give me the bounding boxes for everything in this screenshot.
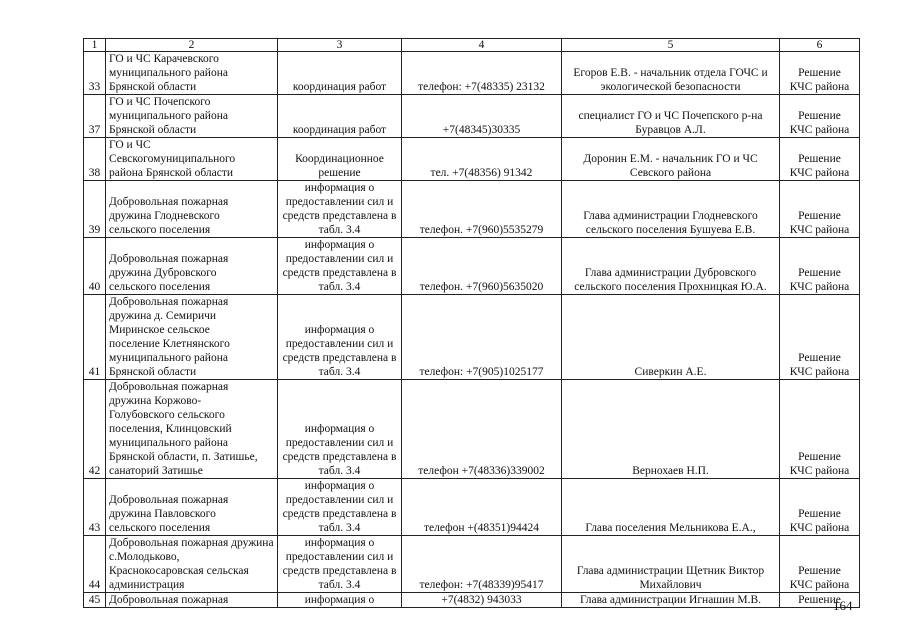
responsible-person: Глава администрации Щетник Виктор Михайлович <box>562 536 780 593</box>
organization-name: Добровольная пожарная дружина д. Семиричи Миринское сельское поселение Клетнянского муниципального района Брянской области <box>106 295 278 380</box>
contact-cell: телефон. +7(960)5635020 <box>402 238 562 295</box>
task-cell: Координационное решение <box>278 138 402 181</box>
column-header: 2 <box>106 39 278 52</box>
basis-cell: Решение КЧС района <box>780 138 860 181</box>
responsible-person: Глава администрации Игнашин М.В. <box>562 593 780 608</box>
contact-cell: телефон: +7(905)1025177 <box>402 295 562 380</box>
page-number: 164 <box>833 598 853 613</box>
table-row <box>84 181 860 238</box>
column-header: 5 <box>562 39 780 52</box>
basis-cell: Решение КЧС района <box>780 95 860 138</box>
table-row <box>84 138 860 181</box>
task-cell: координация работ <box>278 95 402 138</box>
responsible-person: Доронин Е.М. - начальник ГО и ЧС Севского района <box>562 138 780 181</box>
task-cell: информация о предоставлении сил и средств представлена в табл. 3.4 <box>278 295 402 380</box>
document-table <box>83 38 860 608</box>
task-cell: информация о предоставлении сил и средств представлена в табл. 3.4 <box>278 536 402 593</box>
task-cell: информация о предоставлении сил и средств представлена в табл. 3.4 <box>278 181 402 238</box>
table-row <box>84 295 860 380</box>
responsible-person: Глава администрации Дубровского сельского поселения Прохницкая Ю.А. <box>562 238 780 295</box>
organization-name: ГО и ЧС Карачевского муниципального района Брянской области <box>106 52 278 95</box>
organization-name: Добровольная пожарная дружина Павловского сельского поселения <box>106 479 278 536</box>
contact-cell: +7(48345)30335 <box>402 95 562 138</box>
row-number: 45 <box>84 593 106 608</box>
task-cell: информация о предоставлении сил и средств представлена в табл. 3.4 <box>278 479 402 536</box>
row-number: 33 <box>84 52 106 95</box>
basis-cell: Решение КЧС района <box>780 181 860 238</box>
organization-name: Добровольная пожарная дружина с.Молодьково, Краснокосаровская сельская администрация <box>106 536 278 593</box>
task-cell: информация о предоставлении сил и средств представлена в табл. 3.4 <box>278 238 402 295</box>
task-cell: информация о <box>278 593 402 608</box>
responsible-person: Глава администрации Глодневского сельского поселения Бушуева Е.В. <box>562 181 780 238</box>
row-number: 40 <box>84 238 106 295</box>
task-cell: координация работ <box>278 52 402 95</box>
contact-cell: +7(4832) 943033 <box>402 593 562 608</box>
organization-name: ГО и ЧС Севскогомуниципального района Брянской области <box>106 138 278 181</box>
column-header: 1 <box>84 39 106 52</box>
organization-name: ГО и ЧС Почепского муниципального района Брянской области <box>106 95 278 138</box>
row-number: 39 <box>84 181 106 238</box>
basis-cell: Решение КЧС района <box>780 536 860 593</box>
column-header: 6 <box>780 39 860 52</box>
column-header: 3 <box>278 39 402 52</box>
contact-cell: телефон +(48351)94424 <box>402 479 562 536</box>
column-header: 4 <box>402 39 562 52</box>
contact-cell: телефон +7(48336)339002 <box>402 380 562 479</box>
responsible-person: специалист ГО и ЧС Почепского р-на Буравцов А.Л. <box>562 95 780 138</box>
table-row <box>84 536 860 593</box>
task-cell: информация о предоставлении сил и средств представлена в табл. 3.4 <box>278 380 402 479</box>
responsible-person: Глава поселения Мельникова Е.А., <box>562 479 780 536</box>
responsible-person: Егоров Е.В. - начальник отдела ГОЧС и экологической безопасности <box>562 52 780 95</box>
row-number: 44 <box>84 536 106 593</box>
row-number: 41 <box>84 295 106 380</box>
organization-name: Добровольная пожарная дружина Глодневского сельского поселения <box>106 181 278 238</box>
row-number: 38 <box>84 138 106 181</box>
table-row <box>84 52 860 95</box>
table-row <box>84 380 860 479</box>
basis-cell: Решение КЧС района <box>780 295 860 380</box>
table-row <box>84 593 860 608</box>
organization-name: Добровольная пожарная <box>106 593 278 608</box>
basis-cell: Решение <box>780 593 860 608</box>
contact-cell: телефон: +7(48339)95417 <box>402 536 562 593</box>
basis-cell: Решение КЧС района <box>780 238 860 295</box>
responsible-person: Вернохаев Н.П. <box>562 380 780 479</box>
responsible-person: Сиверкин А.Е. <box>562 295 780 380</box>
contact-cell: телефон. +7(960)5535279 <box>402 181 562 238</box>
contact-cell: тел. +7(48356) 91342 <box>402 138 562 181</box>
basis-cell: Решение КЧС района <box>780 479 860 536</box>
table-row <box>84 238 860 295</box>
row-number: 42 <box>84 380 106 479</box>
basis-cell: Решение КЧС района <box>780 52 860 95</box>
table-row <box>84 95 860 138</box>
row-number: 43 <box>84 479 106 536</box>
row-number: 37 <box>84 95 106 138</box>
table-row <box>84 479 860 536</box>
organization-name: Добровольная пожарная дружина Дубровского сельского поселения <box>106 238 278 295</box>
header-row <box>84 39 860 52</box>
contact-cell: телефон: +7(48335) 23132 <box>402 52 562 95</box>
basis-cell: Решение КЧС района <box>780 380 860 479</box>
organization-name: Добровольная пожарная дружина Коржово- Голубовского сельского поселения, Клинцовский муниципального района Брянской области, п. Затишье, санаторий Затишье <box>106 380 278 479</box>
